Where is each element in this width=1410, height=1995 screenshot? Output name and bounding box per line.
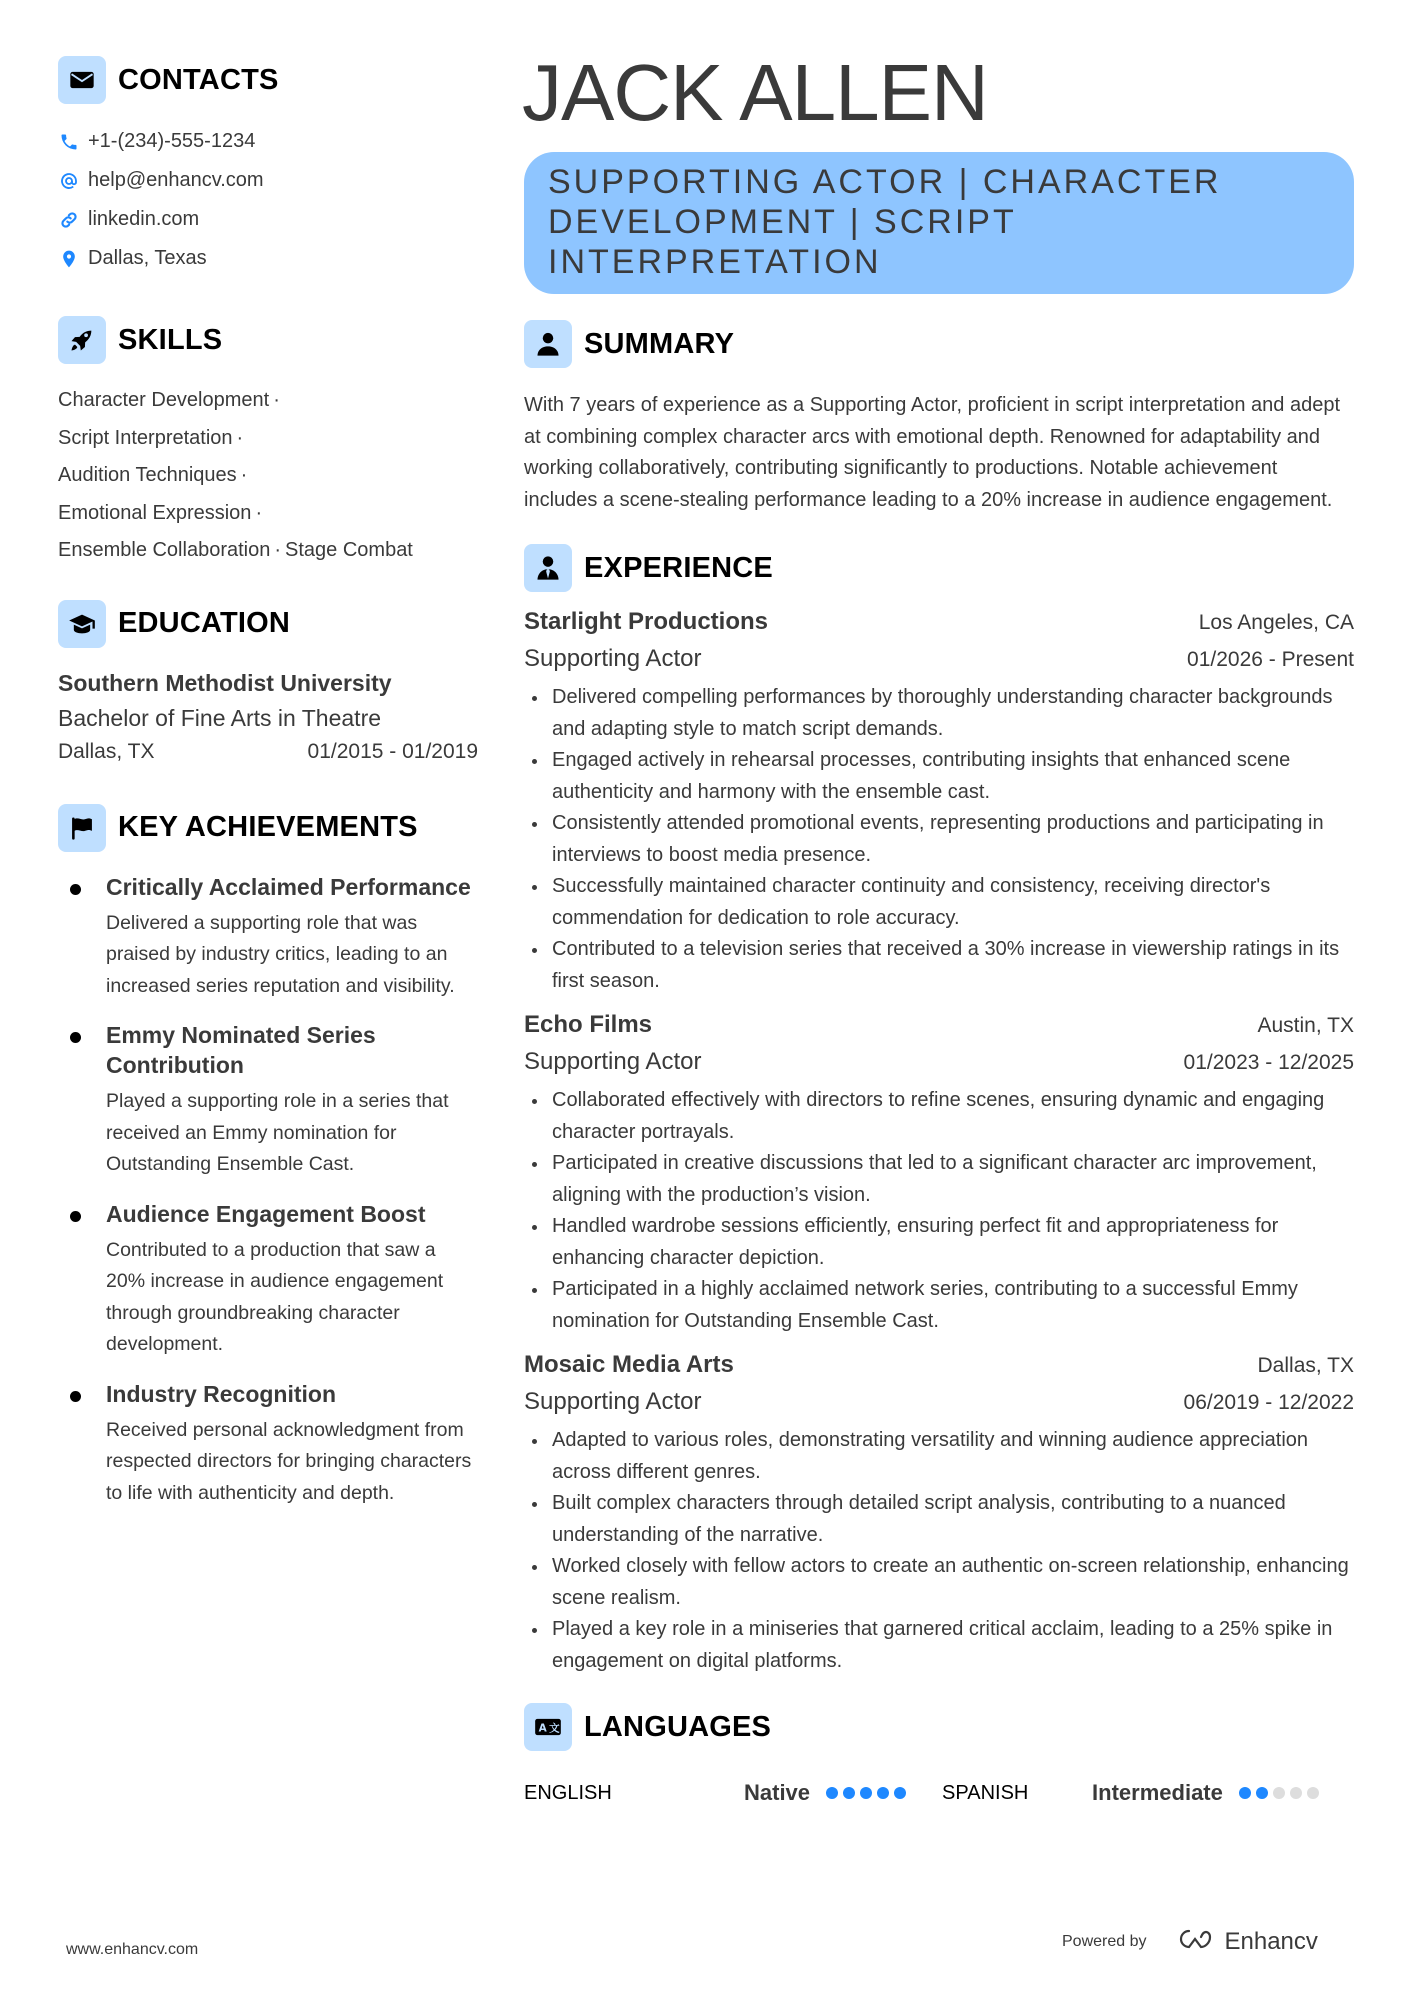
- link-icon: [58, 209, 80, 231]
- flag-icon: [58, 804, 106, 852]
- contact-phone[interactable]: [58, 122, 478, 161]
- summary-section: [524, 320, 1354, 516]
- envelope-icon: [58, 56, 106, 104]
- education-dates: 01/2015 - 01/2019: [307, 739, 478, 763]
- contact-text: Dallas, Texas: [88, 247, 207, 269]
- job-bullet: Successfully maintained character continuity and consistency, receiving director's commendation for dedication to role accuracy.: [524, 871, 1354, 934]
- achievement-item: [58, 1379, 478, 1510]
- achievement-title: Emmy Nominated Series Contribution: [106, 1022, 376, 1078]
- contact-text: linkedin.com: [88, 208, 200, 230]
- job-bullet: Adapted to various roles, demonstrating versatility and winning audience appreciation across different genres.: [524, 1425, 1354, 1488]
- job-dates: 01/2023 - 12/2025: [1183, 1051, 1354, 1074]
- job-bullets: [524, 682, 1354, 997]
- skill-item: Stage Combat: [285, 539, 413, 561]
- candidate-name: JACK ALLEN: [522, 48, 988, 137]
- bullet-icon: [70, 1211, 81, 1222]
- rocket-icon: [58, 316, 106, 364]
- dot-filled-icon: [860, 1787, 872, 1799]
- dot-empty-icon: [1307, 1787, 1319, 1799]
- job-bullet: Participated in creative discussions that led to a significant character arc improvement, aligning with the production’s vision.: [524, 1148, 1354, 1211]
- footer-powered-by[interactable]: [1062, 1926, 1318, 1957]
- job-bullet: Worked closely with fellow actors to create an authentic on-screen relationship, enhancing scene realism.: [524, 1551, 1354, 1614]
- job-entry: [524, 604, 1354, 997]
- footer-website-link[interactable]: www.enhancv.com: [66, 1941, 199, 1958]
- language-name: ENGLISH: [524, 1781, 612, 1804]
- skill-item: Character Development: [58, 389, 270, 411]
- job-location: Los Angeles, CA: [1198, 611, 1354, 634]
- skill-item: Emotional Expression: [58, 501, 252, 524]
- education-header: [58, 600, 478, 648]
- achievements-header: [58, 804, 478, 852]
- job-bullet: Played a key role in a miniseries that garnered critical acclaim, leading to a 25% spike in engagement on digital platforms.: [524, 1614, 1354, 1677]
- languages-header: [524, 1703, 1354, 1751]
- job-role: Supporting Actor: [524, 645, 702, 672]
- job-dates: 06/2019 - 12/2022: [1183, 1391, 1354, 1414]
- dot-filled-icon: [1256, 1787, 1268, 1799]
- experience-header: [524, 544, 1354, 592]
- job-location: Austin, TX: [1257, 1014, 1354, 1037]
- experience-section: [524, 544, 1354, 1677]
- headline-banner: SUPPORTING ACTOR | CHARACTER DEVELOPMENT | SCRIPT INTERPRETATION: [524, 152, 1354, 294]
- dot-filled-icon: [1239, 1787, 1251, 1799]
- bullet-icon: [70, 884, 81, 895]
- language-level: Native: [744, 1780, 811, 1805]
- translate-icon: [524, 1703, 572, 1751]
- achievement-desc: Played a supporting role in a series that received an Emmy nomination for Outstanding Ensemble Cast.: [106, 1090, 449, 1175]
- language-level: Intermediate: [1092, 1780, 1223, 1805]
- skill-item: Ensemble Collaboration: [58, 539, 271, 561]
- achievement-desc: Delivered a supporting role that was praised by industry critics, leading to an increased series reputation and visibility.: [106, 911, 455, 997]
- at-icon: [58, 170, 80, 192]
- dot-empty-icon: [1290, 1787, 1302, 1799]
- languages-row: [524, 1773, 1354, 1813]
- brand-name: Enhancv: [1224, 1927, 1318, 1955]
- contacts-header: [58, 56, 478, 104]
- job-bullet: Collaborated effectively with directors to refine scenes, ensuring dynamic and engaging character portrayals.: [524, 1085, 1354, 1148]
- job-role: Supporting Actor: [524, 1388, 702, 1415]
- achievement-title: Industry Recognition: [106, 1380, 336, 1407]
- location-pin-icon: [58, 248, 80, 270]
- job-entry: [524, 1007, 1354, 1337]
- job-bullet: Built complex characters through detailed script analysis, contributing to a nuanced understanding of the narrative.: [524, 1488, 1354, 1551]
- dot-empty-icon: [1273, 1787, 1285, 1799]
- businessman-icon: [524, 544, 572, 592]
- education-location: Dallas, TX: [58, 739, 155, 763]
- achievement-desc: Contributed to a production that saw a 20% increase in audience engagement through groundbreaking character development.: [106, 1238, 444, 1355]
- svg-text:A: A: [538, 1722, 547, 1735]
- section-title: CONTACTS: [118, 63, 279, 96]
- achievement-desc: Received personal acknowledgment from respected directors for bringing characters to life with authenticity and depth.: [106, 1418, 472, 1504]
- skills-section: [58, 316, 478, 570]
- section-title: EXPERIENCE: [584, 551, 773, 584]
- job-company: Echo Films: [524, 1011, 653, 1038]
- dot-filled-icon: [894, 1787, 906, 1799]
- skills-header: [58, 316, 478, 364]
- job-location: Dallas, TX: [1257, 1354, 1354, 1377]
- contact-linkedin[interactable]: [58, 200, 478, 239]
- proficiency-dots: [1239, 1787, 1319, 1799]
- skills-list: Character Development · Script Interpretation · Audition Techniques · Emotional Expression · Ensemble Collaboration · Stage Combat: [58, 389, 413, 561]
- job-bullet: Handled wardrobe sessions efficiently, ensuring perfect fit and appropriateness for enhancing character depiction.: [524, 1211, 1354, 1274]
- job-bullets: [524, 1085, 1354, 1337]
- enhancv-logo-icon: [1173, 1926, 1217, 1957]
- summary-header: [524, 320, 1354, 368]
- contacts-section: [58, 56, 478, 278]
- achievements-section: [58, 804, 478, 1510]
- job-bullet: Consistently attended promotional events, representing productions and participating in interviews to boost media presence.: [524, 808, 1354, 871]
- contact-location: [58, 239, 478, 278]
- section-title: SKILLS: [118, 323, 223, 356]
- skill-item: Script Interpretation: [58, 426, 233, 449]
- contact-text: help@enhancv.com: [88, 169, 264, 191]
- proficiency-dots: [826, 1787, 906, 1799]
- job-entry: [524, 1347, 1354, 1677]
- job-bullets: [524, 1425, 1354, 1677]
- job-role: Supporting Actor: [524, 1048, 702, 1075]
- job-bullet: Delivered compelling performances by thoroughly understanding character backgrounds and adapting style to match script demands.: [524, 682, 1354, 745]
- bullet-icon: [70, 1032, 81, 1043]
- achievement-item: [58, 1199, 478, 1361]
- education-degree: Bachelor of Fine Arts in Theatre: [58, 704, 382, 731]
- dot-filled-icon: [877, 1787, 889, 1799]
- graduation-cap-icon: [58, 600, 106, 648]
- achievement-title: Audience Engagement Boost: [106, 1200, 426, 1227]
- achievement-item: [58, 872, 478, 1003]
- education-section: [58, 600, 478, 768]
- job-company: Starlight Productions: [524, 608, 769, 635]
- section-title: KEY ACHIEVEMENTS: [118, 811, 418, 843]
- contact-text: +1-(234)-555-1234: [88, 130, 256, 152]
- skill-item: Audition Techniques: [58, 464, 237, 486]
- right-column: [524, 48, 1354, 1813]
- section-title: SUMMARY: [584, 327, 735, 360]
- bullet-icon: [70, 1391, 81, 1402]
- job-bullet: Participated in a highly acclaimed network series, contributing to a successful Emmy nomination for Outstanding Ensemble Cast.: [524, 1274, 1354, 1337]
- job-bullet: Engaged actively in rehearsal processes, contributing insights that enhanced scene authenticity and harmony with the ensemble cast.: [524, 745, 1354, 808]
- dot-filled-icon: [843, 1787, 855, 1799]
- svg-text:文: 文: [549, 1722, 560, 1735]
- powered-by-label: Powered by: [1062, 1932, 1147, 1950]
- education-meta: [58, 736, 478, 768]
- education-school: Southern Methodist University: [58, 669, 392, 696]
- left-column: [58, 56, 478, 1527]
- achievement-item: [58, 1020, 478, 1181]
- contact-email[interactable]: [58, 161, 478, 200]
- section-title: EDUCATION: [118, 607, 291, 639]
- section-title: LANGUAGES: [584, 1710, 772, 1743]
- job-company: Mosaic Media Arts: [524, 1351, 734, 1378]
- language-name: SPANISH: [942, 1781, 1029, 1804]
- dot-filled-icon: [826, 1787, 838, 1799]
- summary-text: With 7 years of experience as a Supporting Actor, proficient in script interpretation and adept at combining complex character arcs with emotional depth. Renowned for adaptability and working collaboratively, contributing significantly to productions. Notable achievement includes a scene-stealing performance leading to a 20% increase in audience engagement.: [524, 394, 1341, 511]
- job-dates: 01/2026 - Present: [1187, 648, 1354, 671]
- languages-section: [524, 1703, 1354, 1813]
- user-icon: [524, 320, 572, 368]
- phone-icon: [58, 131, 80, 153]
- achievement-title: Critically Acclaimed Performance: [106, 873, 471, 900]
- job-bullet: Contributed to a television series that received a 30% increase in viewership ratings in its first season.: [524, 934, 1354, 997]
